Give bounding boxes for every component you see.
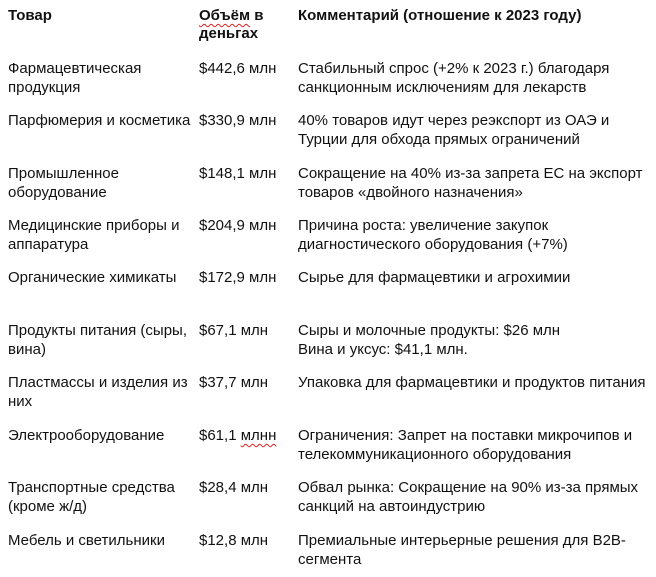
- row-volume: $204,9 млн: [199, 217, 277, 234]
- row-volume-amount: $61,1: [199, 427, 241, 444]
- row-comment: 40% товаров идут через реэкспорт из ОАЭ и Турции для обхода прямых ограничений: [298, 112, 610, 148]
- row-product: Фармацевтическая продукция: [8, 60, 142, 96]
- row-comment: Премиальные интерьерные решения для B2B-сегмента: [298, 532, 626, 568]
- row-volume: $67,1 млн: [199, 322, 269, 339]
- row-volume: $28,4 млн: [199, 479, 269, 496]
- row-volume: $12,8 млн: [199, 532, 269, 549]
- row-comment: Сыры и молочные продукты: $26 млн Вина и уксус: $41,1 млн.: [298, 322, 561, 358]
- row-volume: $37,7 млн: [199, 374, 269, 391]
- row-product: Транспортные средства (кроме ж/д): [8, 479, 175, 515]
- row-volume: $330,9 млн: [199, 112, 277, 129]
- row-product: Парфюмерия и косметика: [8, 112, 191, 129]
- row-comment: Причина роста: увеличение закупок диагностического оборудования (+7%): [298, 217, 568, 253]
- row-volume-unit-misspelled: млнн: [240, 427, 277, 444]
- row-volume: $172,9 млн: [199, 269, 277, 286]
- row-product: Мебель и светильники: [8, 532, 165, 549]
- row-volume: [199, 426, 294, 445]
- row-product: Пластмассы и изделия из них: [8, 374, 188, 410]
- row-comment: Ограничения: Запрет на поставки микрочипов и телекоммуникационного оборудования: [298, 427, 633, 463]
- row-comment: Упаковка для фармацевтики и продуктов питания: [298, 374, 646, 391]
- row-comment: Обвал рынка: Сокращение на 90% из-за прямых санкций на автоиндустрию: [298, 479, 639, 515]
- header-product: Товар: [8, 7, 52, 24]
- row-product: Продукты питания (сыры, вина): [8, 322, 188, 358]
- row-product: Медицинские приборы и аппаратура: [8, 217, 180, 253]
- header-volume: [199, 7, 289, 43]
- row-volume: $442,6 млн: [199, 60, 277, 77]
- row-product: Промышленное оборудование: [8, 165, 119, 201]
- row-volume: $148,1 млн: [199, 165, 277, 182]
- header-volume-rest: в деньгах: [199, 7, 264, 42]
- row-comment: Стабильный спрос (+2% к 2023 г.) благодаря санкционным исключениям для лекарств: [298, 60, 610, 96]
- header-volume-word: Объём: [199, 7, 251, 24]
- row-product: Электрооборудование: [8, 427, 165, 444]
- row-comment: Сырье для фармацевтики и агрохимии: [298, 269, 571, 286]
- header-comment: Комментарий (отношение к 2023 году): [298, 7, 582, 24]
- row-comment: Сокращение на 40% из-за запрета ЕС на экспорт товаров «двойного назначения»: [298, 165, 643, 201]
- row-product: Органические химикаты: [8, 269, 177, 286]
